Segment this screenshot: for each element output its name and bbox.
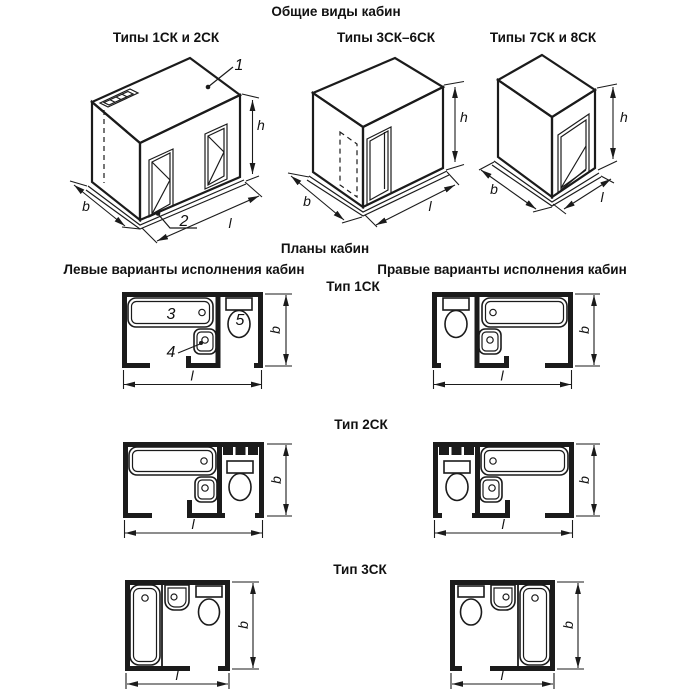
svg-text:b: b (490, 181, 498, 197)
type-label-2sk: Тип 2СК (334, 417, 388, 432)
dim-height-b (444, 82, 468, 171)
dim-length-c (553, 176, 614, 214)
dim-length (435, 516, 573, 538)
svg-text:b: b (235, 621, 251, 629)
svg-text:4: 4 (166, 344, 176, 361)
page-title: Общие виды кабин (271, 4, 401, 19)
dim-depth (576, 444, 600, 516)
svg-text:l: l (500, 367, 504, 384)
doorway (558, 114, 589, 193)
svg-text:l: l (175, 667, 179, 683)
callout-toilet: 5 (235, 312, 245, 329)
dim-depth (265, 294, 292, 366)
iso-label-7sk-8sk: Типы 7СК и 8СК (489, 30, 597, 45)
plan-1sk-left (122, 292, 292, 389)
plan-3sk-left (125, 580, 259, 689)
svg-text:l: l (190, 367, 194, 384)
iso-label-3sk-6sk: Типы 3СК–6СК (337, 30, 435, 45)
plans-title: Планы кабин (280, 241, 370, 256)
iso-label-1sk-2sk: Типы 1СК и 2СК (112, 30, 220, 45)
dim-length (125, 516, 263, 538)
dim-depth (557, 582, 584, 669)
svg-text:h: h (257, 117, 265, 133)
roof-vent-grille (100, 89, 138, 107)
plan-2sk-right (433, 442, 600, 538)
svg-text:l: l (228, 215, 232, 231)
plan-3sk-right-drawing (450, 580, 555, 671)
iso-cabin-3sk-6sk (288, 58, 468, 227)
callout-1-label: 1 (234, 57, 244, 74)
dim-depth (232, 582, 259, 669)
callout-2-label: 2 (179, 213, 189, 230)
plan-1sk-right-drawing (432, 292, 573, 368)
svg-text:l: l (428, 198, 432, 214)
plan-1sk-left-drawing (122, 292, 263, 368)
plan-3sk-right (450, 580, 584, 689)
door-right (205, 124, 227, 189)
plan-1sk-right (432, 292, 600, 389)
svg-text:b: b (267, 326, 283, 334)
type-label-3sk: Тип 3СК (333, 562, 387, 577)
svg-text:l: l (500, 667, 504, 683)
svg-text:b: b (82, 198, 90, 214)
dim-length (434, 368, 572, 390)
svg-text:b: b (560, 621, 576, 629)
svg-text:l: l (600, 189, 604, 205)
svg-text:h: h (620, 109, 628, 125)
iso-cabin-7sk-8sk (479, 55, 628, 214)
right-variants-header: Правые варианты исполнения кабин (377, 262, 627, 277)
iso-cabin-1sk-2sk (70, 57, 265, 243)
type-label-1sk: Тип 1СК (326, 279, 380, 294)
svg-text:b: b (268, 476, 284, 484)
door (367, 127, 391, 205)
svg-text:l: l (191, 516, 195, 532)
dim-depth (575, 294, 600, 366)
dim-height-c (597, 84, 628, 170)
svg-text:b: b (576, 326, 592, 334)
plan-2sk-right-drawing (433, 442, 574, 518)
dim-length (124, 368, 263, 390)
dim-height-a (242, 94, 265, 181)
plan-2sk-left (123, 442, 292, 538)
dim-depth (267, 444, 292, 516)
callout-bath: 3 (166, 306, 176, 323)
svg-text:h: h (460, 109, 468, 125)
svg-text:b: b (303, 193, 311, 209)
svg-text:b: b (576, 476, 592, 484)
svg-text:l: l (501, 516, 505, 532)
left-variants-header: Левые варианты исполнения кабин (63, 262, 305, 277)
plan-3sk-left-drawing (125, 580, 230, 671)
plan-2sk-left-drawing (123, 442, 264, 518)
